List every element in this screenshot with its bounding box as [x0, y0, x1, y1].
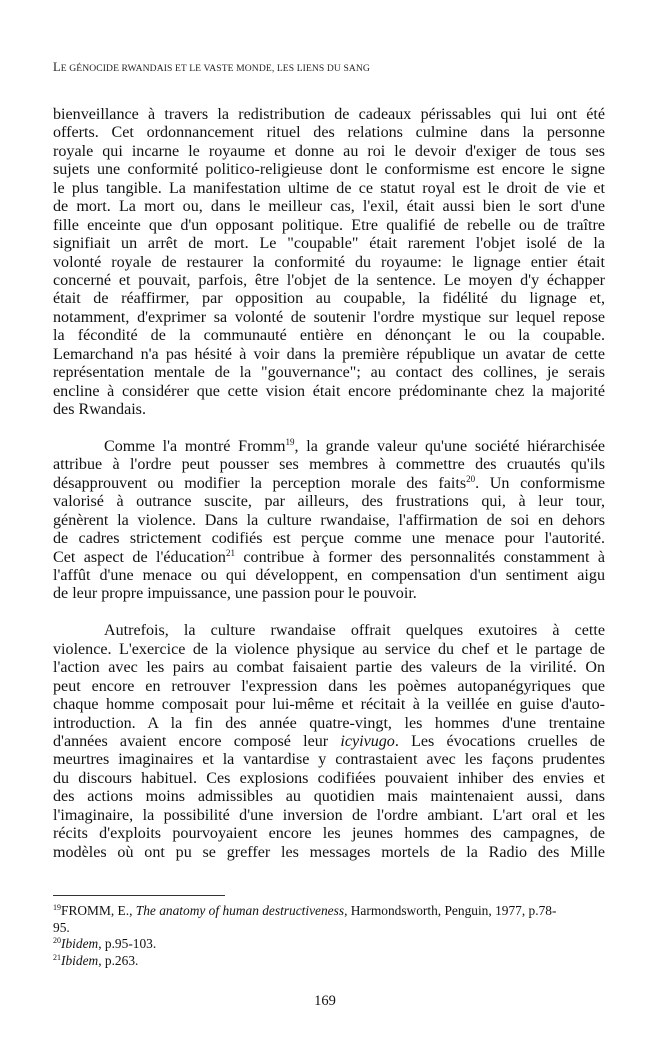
footnote-19-continued: 95. — [53, 919, 70, 935]
paragraph-3 — [53, 622, 605, 862]
text-line: des actions moins admissibles au quotidien mais maintenaient aussi, dans — [53, 788, 605, 806]
text-line: introduction. A la fin des année quatre-vingt, les hommes d'une trentaine — [53, 714, 605, 732]
body-text — [53, 106, 605, 862]
text-line: encline à considérer que cette vision était encore prédominante chez la majorité — [53, 382, 605, 400]
text-line: génèrent la violence. Dans la culture rwandaise, l'affirmation de soi en dehors — [53, 511, 605, 529]
text-line: Lemarchand n'a pas hésité à voir dans la première république un avatar de cette — [53, 345, 605, 363]
text-line: de leur propre impuissance, une passion pour le pouvoir. — [53, 585, 417, 603]
text-line: du discours habituel. Ces explosions codifiées pouvaient inhiber des envies et — [53, 769, 605, 787]
footnote-21: $^{21}$Ibidem, p.263. — [53, 952, 139, 968]
text-line: l'imaginaire, la possibilité d'une inversion de l'ordre ambiant. L'art oral et les — [53, 806, 605, 824]
text-line: récits d'exploits pourvoyaient encore les jeunes hommes des campagnes, de — [53, 825, 605, 843]
text-line: fille enceinte que d'un opposant politique. Etre qualifié de rebelle ou de traître — [53, 216, 605, 234]
text-line: offerts. Cet ordonnancement rituel des relations culmine dans la personne — [53, 124, 605, 142]
paragraph-2 — [53, 438, 605, 604]
text-line: meurtres imaginaires et la vantardise y contrastaient avec les façons prudentes — [53, 751, 605, 769]
text-line: représentation mentale de la "gouvernance"; au contact des collines, je serais — [53, 364, 605, 382]
text-line: d'années avaient encore composé leur icyivugo. Les évocations cruelles de — [53, 733, 605, 750]
running-head — [53, 60, 370, 75]
text-line: concerné et pouvait, parfois, être l'objet de la sentence. Le moyen d'y échapper — [53, 271, 605, 289]
footnote-ref-21[interactable]: 21 — [225, 547, 235, 558]
text-line: modèles où ont pu se greffer les messages mortels de la Radio des Mille — [53, 843, 605, 861]
text-line: sujets une conformité politico-religieuse dont le conformisme est encore le signe — [53, 161, 605, 179]
paragraph-1 — [53, 106, 605, 419]
text-line: chaque homme composait pour lui-même et récitait à la veillée en guise d'auto- — [53, 696, 605, 714]
text-line: signifiait un arrêt de mort. Le "coupable" était rarement l'objet isolé de la — [53, 235, 605, 253]
text-line: Autrefois, la culture rwandaise offrait quelques exutoires à cette — [104, 622, 605, 640]
text-line: attribue à l'ordre peut pousser ses membres à commettre des cruautés qu'ils — [53, 456, 605, 474]
text-line: le plus tangible. La manifestation ultime de ce statut royal est le droit de vie et — [53, 179, 605, 197]
footnotes — [53, 903, 605, 969]
footnote-19: $^{19}$FROMM, E., The anatomy of human destructiveness, Harmondsworth, Penguin, 1977, p.78- — [53, 903, 557, 918]
text-line: valorisé à outrance suscite, par ailleurs, des frustrations qui, à leur tour, — [53, 493, 605, 511]
page-number: 169 — [314, 993, 336, 1009]
running-head-text: LE GÉNOCIDE RWANDAIS ET LE VASTE MONDE, LES LIENS DU SANG — [53, 60, 370, 74]
italic-term: icyivugo — [340, 733, 395, 750]
footnote-separator — [53, 895, 225, 896]
text-line: l'affût d'une menace ou qui développent, en compensation d'un sentiment aigu — [53, 567, 605, 584]
text-line: violence. L'exercice de la violence physique au service du chef et le partage de — [53, 640, 605, 658]
text-line: des Rwandais. — [53, 401, 146, 418]
text-line: Cet aspect de l'éducation$^{21}$ contribue à former des personnalités constamment à — [53, 547, 605, 566]
text-line: la fécondité de la communauté entière en dénonçant le ou la coupable. — [53, 327, 605, 345]
text-line: était de réaffirmer, par opposition au coupable, la fidélité du lignage et, — [53, 290, 605, 308]
text-line: royale qui incarne le royaume et donne au roi le devoir d'exiger de tous ses — [53, 142, 605, 160]
text-line: de cadres strictement codifiés est perçue comme une menace pour l'autorité. — [53, 530, 605, 548]
text-line: désapprouvent ou modifier la perception morale des faits$^{20}$. Un conformisme — [53, 473, 606, 492]
footnote-ref-20[interactable]: 20 — [466, 473, 476, 484]
text-line: bienveillance à travers la redistribution de cadeaux périssables qui lui ont été — [53, 106, 605, 123]
text-line: peut encore en retrouver l'expression dans les poèmes autopanégyriques que — [53, 677, 605, 695]
footnote-ref-19[interactable]: 19 — [285, 436, 295, 447]
text-line: Comme l'a montré Fromm$^{19}$, la grande valeur qu'une société hiérarchisée — [104, 436, 605, 455]
text-line: de mort. La mort ou, dans le meilleur cas, l'exil, était aussi bien le sort d'une — [53, 198, 605, 216]
text-line: volonté royale de restaurer la conformité du royaume: le lignage entier était — [53, 253, 605, 271]
footnote-20: $^{20}$Ibidem, p.95-103. — [53, 936, 157, 951]
text-line: notamment, d'exprimer sa volonté de soutenir l'ordre mystique sur lequel repose — [53, 308, 605, 326]
text-line: l'action avec les pairs au combat faisaient partie des valeurs de la virilité. On — [53, 659, 605, 677]
